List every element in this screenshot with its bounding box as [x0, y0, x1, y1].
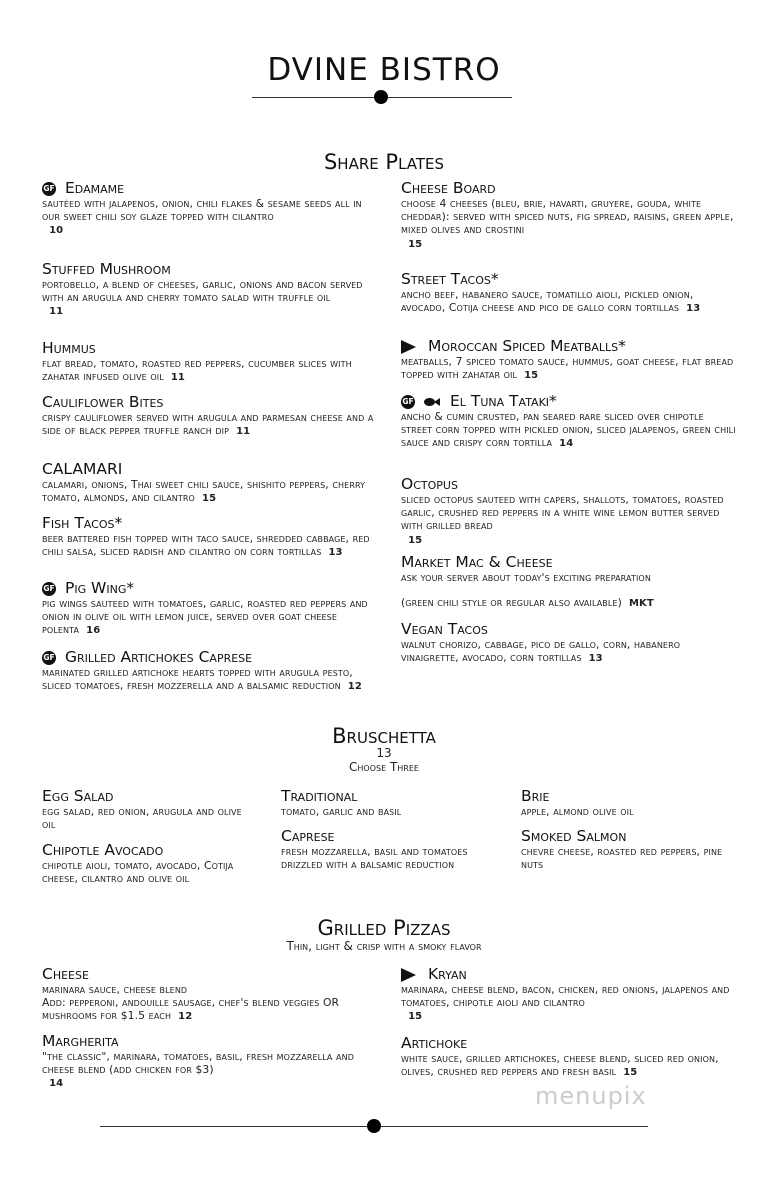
pizzas-subtitle: Thin, light & crisp with a smoky flavor: [286, 939, 482, 953]
item-name-row: [401, 393, 736, 410]
item-description: [42, 532, 377, 559]
item-price: 15: [524, 370, 539, 382]
item-description-text: ancho beef, habanero sauce, tomatillo aioli, pickled onion, avocado, Cotija cheese and pico de gallo corn tortillas: [401, 288, 694, 315]
item-name: Edamame: [65, 179, 125, 197]
item-name: Moroccan Spiced Meatballs*: [428, 337, 626, 355]
item-description-text: fresh mozzarella, basil and tomatoes drizzled with a balsamic reduction: [281, 845, 468, 872]
item-name: Egg Salad: [42, 787, 114, 805]
menu-item: [42, 180, 377, 238]
item-description: [42, 1050, 362, 1091]
item-description: [281, 845, 491, 871]
menu-item: [42, 340, 377, 384]
menu-item: [281, 828, 491, 871]
item-name-row: [401, 621, 736, 638]
item-description: [42, 597, 377, 638]
item-name: CALAMARI: [42, 460, 123, 478]
item-description: [42, 666, 377, 693]
gluten-free-icon: GF: [42, 651, 56, 665]
item-name: Fish Tacos*: [42, 514, 123, 532]
section-title-bruschetta: Bruschetta: [332, 724, 436, 748]
item-price: 14: [49, 1078, 64, 1090]
item-description: [42, 278, 377, 319]
item-name: El Tuna Tataki*: [450, 392, 557, 410]
menu-item: [401, 180, 736, 251]
gluten-free-icon: GF: [42, 182, 56, 196]
item-description: [401, 571, 736, 610]
item-name: Cheese: [42, 965, 89, 983]
item-description: [42, 357, 377, 384]
item-price: 13: [588, 653, 603, 665]
item-name: Pig Wing*: [65, 579, 135, 597]
item-name-row: [42, 340, 377, 357]
item-name: Kryan: [428, 965, 467, 983]
item-name: Market Mac & Cheese: [401, 553, 553, 571]
item-description-text: ancho & cumin crusted, pan seared rare sliced over chipotle street corn topped with pickled onion, sliced jalapenos, green chili sauce and crispy corn tortilla: [401, 410, 736, 450]
menu-item: [521, 788, 731, 818]
menu-item: [42, 966, 362, 1024]
item-description-text: portobello, a blend of cheeses, garlic, onions and bacon served with an arugula and cherry tomato salad with truffle oil: [42, 278, 363, 305]
bruschetta-price: 13: [376, 746, 392, 760]
item-price: 10: [49, 225, 64, 237]
item-price: MKT: [628, 598, 654, 610]
item-description: [401, 983, 736, 1024]
menu-item: [42, 1033, 362, 1091]
gluten-free-icon: GF: [401, 395, 415, 409]
item-name-row: [42, 649, 377, 666]
item-description: [401, 1052, 736, 1079]
item-name: Artichoke: [401, 1034, 468, 1052]
item-price: 13: [328, 547, 343, 559]
item-description-text: calamari, onions, Thai sweet chili sauce, shishito peppers, cherry tomato, almonds, and cilantro: [42, 478, 366, 505]
menu-item: [401, 1035, 736, 1079]
item-description: [281, 805, 491, 818]
item-name-row: [42, 461, 377, 478]
item-description: [401, 355, 736, 382]
item-name: Cauliflower Bites: [42, 393, 164, 411]
item-name: Cheese Board: [401, 179, 496, 197]
gluten-free-icon: GF: [42, 582, 56, 596]
item-description-extra: (green chili style or regular also available): [401, 596, 622, 610]
item-description-text: crispy cauliflower served with arugula and parmesan cheese and a side of black pepper truffle ranch dip: [42, 411, 374, 438]
item-name-row: [42, 966, 362, 983]
watermark: menupix: [535, 1082, 647, 1110]
menu-item: [401, 621, 736, 665]
item-name: Brie: [521, 787, 550, 805]
item-name: Hummus: [42, 339, 96, 357]
item-description: [42, 478, 377, 505]
menu-item: [401, 554, 736, 610]
item-name-row: [42, 261, 377, 278]
item-name: Octopus: [401, 475, 458, 493]
bruschetta-subtitle: Choose Three: [349, 760, 419, 774]
item-description-text: marinara sauce, cheese blend: [42, 983, 188, 996]
menu-item: [42, 461, 377, 505]
item-description-text: pig wings sauteed with tomatoes, garlic, roasted red peppers and onion in olive oil with lemon juice, served over goat cheese polenta: [42, 597, 368, 637]
item-price: 12: [178, 1011, 193, 1023]
item-price: 11: [236, 426, 251, 438]
item-description: [401, 638, 736, 665]
item-description-text: white sauce, grilled artichokes, cheese blend, sliced red onion, olives, crushed red peppers and fresh basil: [401, 1052, 719, 1079]
item-name-row: [281, 828, 491, 845]
menu-item: [42, 261, 377, 319]
footer-divider-dot: [367, 1119, 381, 1133]
item-name-row: [42, 394, 377, 411]
item-description-text: meatballs, 7 spiced tomato sauce, hummus, goat cheese, flat bread topped with zahatar oil: [401, 355, 734, 382]
item-name: Vegan Tacos: [401, 620, 488, 638]
item-description: [401, 197, 736, 251]
item-name-row: [401, 271, 736, 288]
divider-dot: [374, 90, 388, 104]
item-description-text: tomato, garlic and basil: [281, 805, 402, 818]
item-name-row: [401, 554, 736, 571]
item-price: 15: [408, 1011, 423, 1023]
menu-item: [42, 515, 377, 559]
item-name: Smoked Salmon: [521, 827, 627, 845]
item-name-row: [401, 1035, 736, 1052]
section-title-share-plates: Share Plates: [323, 150, 445, 174]
item-name-row: [42, 788, 252, 805]
restaurant-title: DVINE BISTRO: [267, 52, 501, 88]
item-description-text: choose 4 cheeses (bleu, brie, havarti, gruyere, gouda, white cheddar): served with spiced nuts, fig spread, raisins, green apple, mixed olives and crostini: [401, 197, 734, 237]
menu-item: [401, 338, 736, 382]
arrow-icon: [401, 340, 416, 354]
item-name: Caprese: [281, 827, 335, 845]
menu-item: [42, 788, 252, 831]
item-description: [521, 805, 731, 818]
menu-item: [281, 788, 491, 818]
item-name: Traditional: [281, 787, 358, 805]
item-name: Stuffed Mushroom: [42, 260, 171, 278]
menu-item: [401, 476, 736, 547]
item-description: [42, 805, 252, 831]
menu-item: [42, 842, 252, 885]
item-name-row: [42, 580, 377, 597]
item-price: 15: [408, 238, 423, 250]
item-description-text: apple, almond olive oil: [521, 805, 634, 818]
item-description: [42, 983, 362, 1024]
item-description-text: marinara, cheese blend, bacon, chicken, red onions, jalapenos and tomatoes, chipotle aioli and cilantro: [401, 983, 730, 1010]
item-name-row: [42, 515, 377, 532]
item-description: [401, 288, 736, 315]
item-name-row: [401, 180, 736, 197]
arrow-icon: [401, 968, 416, 982]
item-price: 14: [559, 438, 574, 450]
item-description-text: sliced octopus sauteed with capers, shallots, tomatoes, roasted garlic, crushed red peppers in a white wine lemon butter served with grilled bread: [401, 493, 724, 533]
item-description-extra: Add: pepperoni, andouille sausage, chef's blend veggies OR mushrooms for $1.5 each: [42, 996, 340, 1023]
item-description-text: chevre cheese, roasted red peppers, pine nuts: [521, 845, 723, 872]
menu-item: [42, 394, 377, 438]
item-description-text: sautéed with jalapenos, onion, chili flakes & sesame seeds all in our sweet chili soy glaze topped with cilantro: [42, 197, 362, 224]
item-price: 15: [623, 1067, 638, 1079]
item-price: 11: [49, 306, 64, 318]
item-name-row: [521, 828, 731, 845]
menu-item: [401, 966, 736, 1024]
item-name-row: [521, 788, 731, 805]
item-description-text: ask your server about today's exciting preparation: [401, 571, 651, 584]
item-price: 12: [347, 681, 362, 693]
item-name-row: [401, 476, 736, 493]
item-description-text: flat bread, tomato, roasted red peppers, cucumber slices with zahatar infused olive oil: [42, 357, 352, 384]
item-name-row: [42, 180, 377, 197]
menu-item: [401, 393, 736, 451]
item-price: 15: [202, 493, 217, 505]
item-price: 11: [170, 372, 185, 384]
item-description-text: walnut chorizo, cabbage, pico de gallo, corn, habanero vinaigrette, avocado, corn tortillas: [401, 638, 681, 665]
item-name: Street Tacos*: [401, 270, 499, 288]
item-description-text: marinated grilled artichoke hearts topped with arugula pesto, sliced tomatoes, fresh mozzerella and a balsamic reduction: [42, 666, 353, 693]
item-description: [521, 845, 731, 871]
item-name-row: [42, 842, 252, 859]
menu-item: [521, 828, 731, 871]
item-name: Grilled Artichokes Caprese: [65, 648, 253, 666]
item-description: [42, 197, 377, 238]
item-name-row: [281, 788, 491, 805]
item-description: [42, 411, 377, 438]
menu-item: [42, 649, 377, 693]
item-description-text: chipotle aioli, tomato, avocado, Cotija cheese, cilantro and olive oil: [42, 859, 234, 886]
item-price: 15: [408, 534, 423, 546]
item-description: [401, 410, 736, 451]
menu-item: [401, 271, 736, 315]
item-name-row: [42, 1033, 362, 1050]
item-description-text: beer battered fish topped with taco sauce, shredded cabbage, red chili salsa, sliced radish and cilantro on corn tortillas: [42, 532, 370, 559]
item-name-row: [401, 338, 736, 355]
item-name: Margherita: [42, 1032, 119, 1050]
item-description: [401, 493, 736, 547]
item-name-row: [401, 966, 736, 983]
item-description-text: egg salad, red onion, arugula and olive oil: [42, 805, 242, 832]
item-description: [42, 859, 252, 885]
fish-icon: [424, 397, 440, 407]
menu-item: [42, 580, 377, 638]
section-title-grilled-pizzas: Grilled Pizzas: [317, 916, 451, 940]
item-name: Chipotle Avocado: [42, 841, 164, 859]
item-price: 16: [86, 625, 101, 637]
item-price: 13: [686, 303, 701, 315]
item-description-text: "the classic", marinara, tomatoes, basil, fresh mozzarella and cheese blend (add chicken for $3): [42, 1050, 354, 1077]
